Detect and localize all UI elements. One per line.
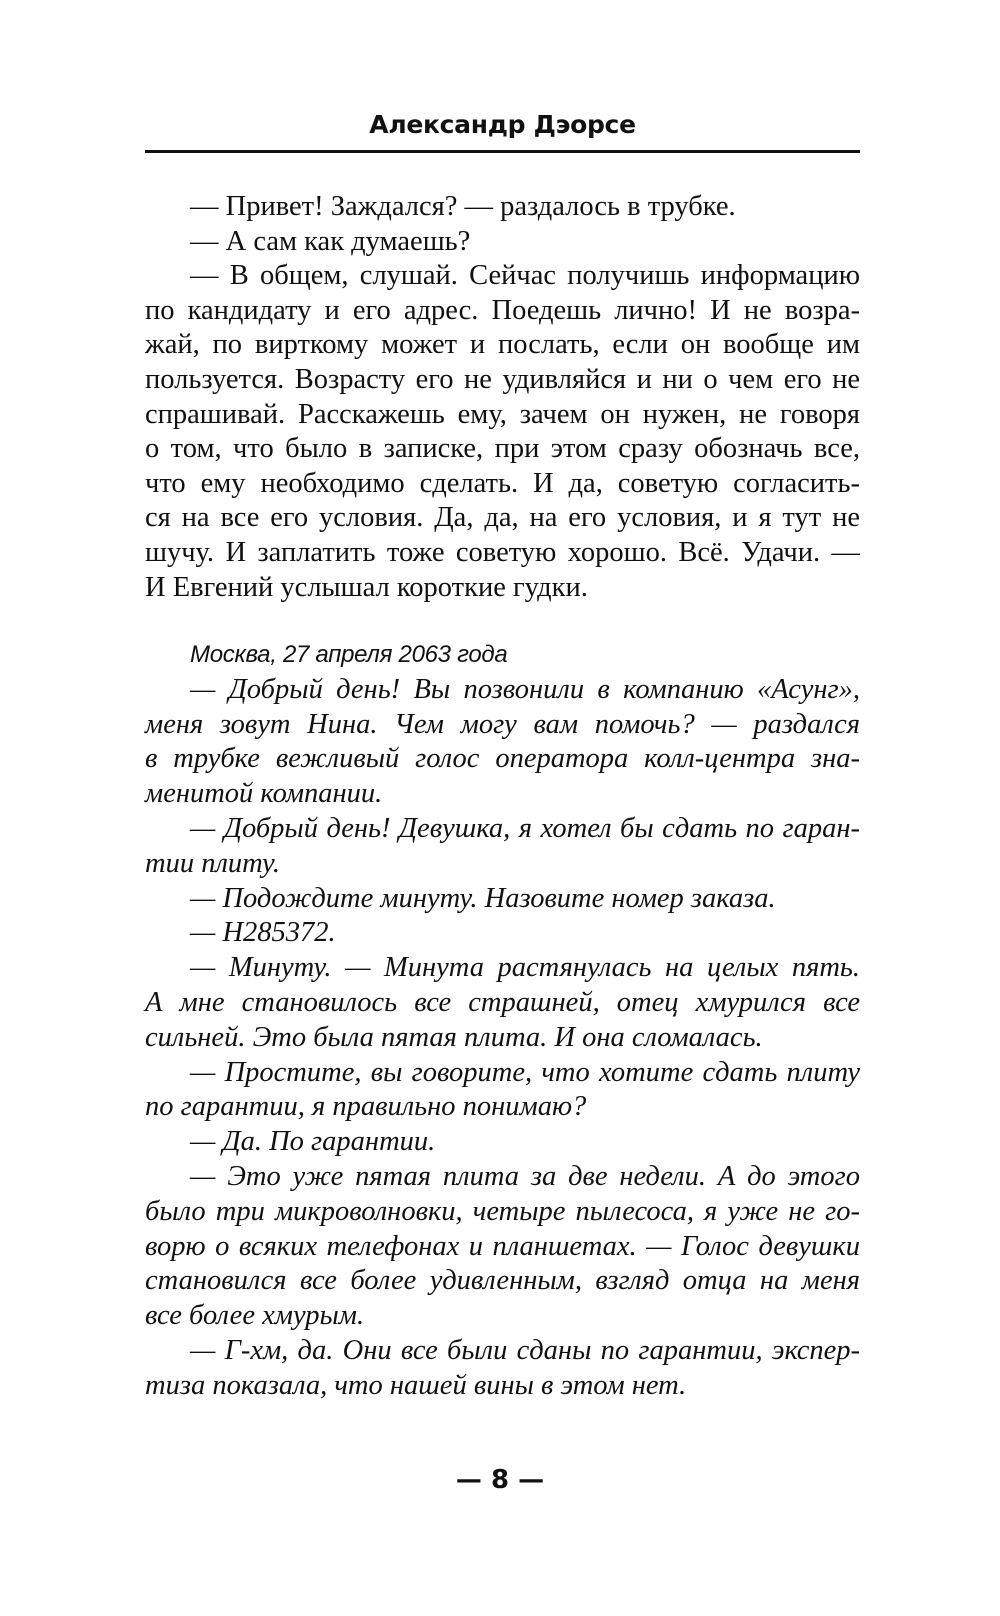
text-line: по гарантии, я правильно понимаю?: [145, 1091, 587, 1123]
text-line: ворю о всяких телефонах и планшетах. — Голос девушки: [145, 1230, 860, 1262]
text-line: — Привет! Заждался? — раздалось в трубке.: [190, 191, 736, 222]
text-line: в трубке вежливый голос оператора колл-центра зна-: [145, 743, 860, 775]
text-line: спрашивай. Расскажешь ему, зачем он нужен, не говоря: [145, 398, 860, 430]
text-line: о том, что было в записке, при этом сразу обозначь все,: [145, 433, 860, 465]
text-line: тиза показала, что нашей вины в этом нет.: [145, 1369, 687, 1401]
text-line: — Добрый день! Девушка, я хотел бы сдать по гаран-: [190, 812, 860, 844]
text-line: по кандидату и его адрес. Поедешь лично! И не возра-: [145, 294, 860, 326]
page-number: — 8 —: [455, 1465, 545, 1495]
text-line: — Простите, вы говорите, что хотите сдать плиту: [190, 1056, 860, 1088]
text-line: ся на все его условия. Да, да, на его условия, и я тут не: [145, 502, 860, 534]
section-dateline: Москва, 27 апреля 2063 года: [190, 641, 508, 668]
text-line: шучу. И заплатить тоже советую хорошо. Всё. Удачи. —: [145, 536, 860, 568]
text-line: было три микроволновки, четыре пылесоса, я уже не го-: [145, 1195, 860, 1227]
text-line: тии плиту.: [145, 847, 280, 879]
text-line: что ему необходимо сделать. И да, советую согласить-: [145, 467, 860, 499]
text-line: становился все более удивленным, взгляд отца на меня: [145, 1265, 860, 1297]
text-line: — А сам как думаешь?: [190, 225, 471, 257]
text-line: — Добрый день! Вы позвонили в компанию «Асунг»,: [190, 673, 860, 705]
text-line: меня зовут Нина. Чем могу вам помочь? — раздался: [145, 708, 860, 740]
header-rule: [145, 150, 860, 153]
text-line: — Подождите минуту. Назовите номер заказа.: [190, 882, 776, 914]
text-line: — Г-хм, да. Они все были сданы по гарантии, экспер-: [190, 1334, 860, 1366]
text-line: пользуется. Возрасту его не удивляйся и ни о чем его не: [145, 363, 860, 395]
text-line: жай, по вирткому может и послать, если он вообще им: [145, 329, 860, 361]
section-2: [145, 638, 860, 1404]
section-1-text: [145, 190, 860, 605]
running-head-author: Александр Дэорсе: [369, 110, 636, 139]
text-line: — Да. По гарантии.: [190, 1126, 436, 1158]
text-line: А мне становилось все страшней, отец хмурился все: [145, 986, 860, 1018]
text-line: И Евгений услышал короткие гудки.: [145, 571, 588, 603]
text-line: все более хмурым.: [145, 1300, 365, 1332]
text-line: — Это уже пятая плита за две недели. А до этого: [190, 1160, 860, 1192]
text-line: — Н285372.: [190, 917, 336, 949]
text-line: сильней. Это была пятая плита. И она сломалась.: [145, 1021, 763, 1053]
text-line: — Минуту. — Минута растянулась на целых пять.: [190, 952, 860, 984]
text-line: менитой компании.: [145, 778, 383, 810]
text-line: — В общем, слушай. Сейчас получишь информацию: [190, 260, 860, 292]
